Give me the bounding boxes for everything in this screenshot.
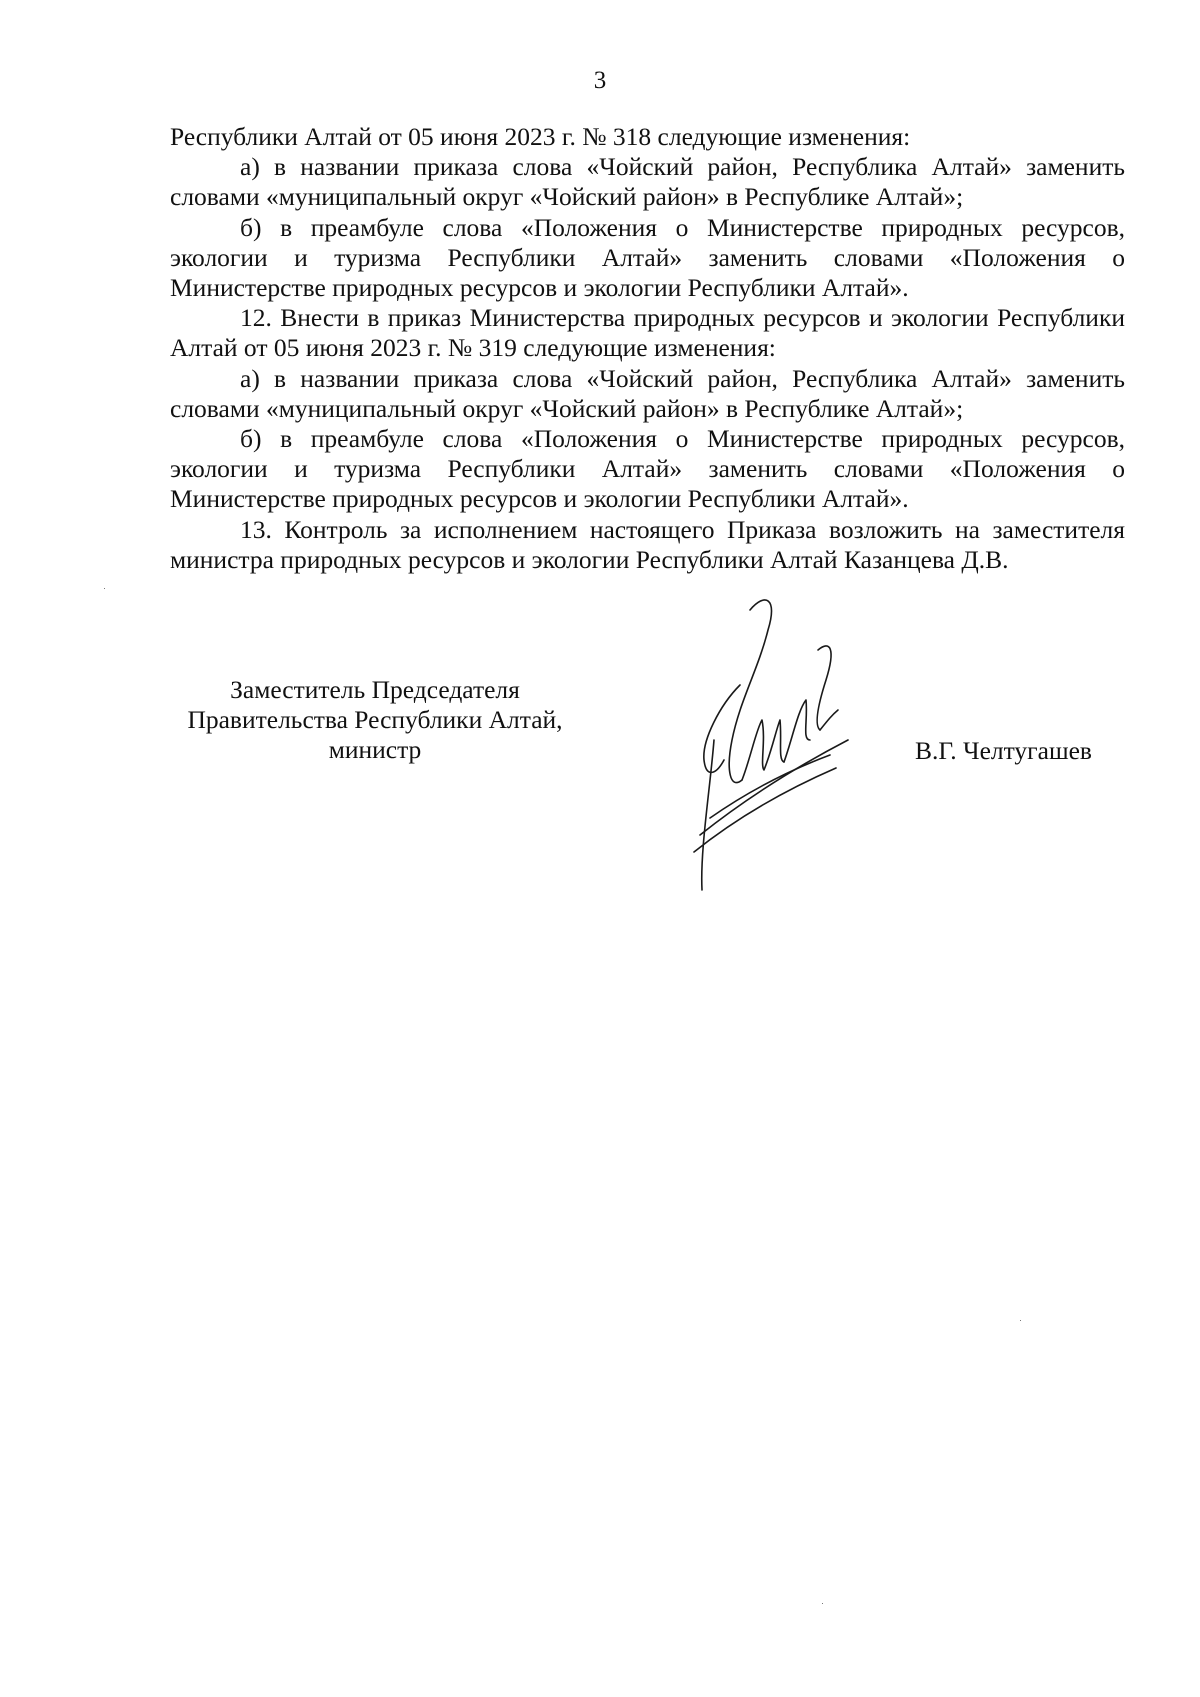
handwritten-signature [680,590,860,900]
signatory-title-line-1: Заместитель Председателя [230,675,520,704]
paragraph-6: б) в преамбуле слова «Положения о Министерстве природных ресурсов, экологии и туризма Республики Алтай» заменить словами «Положения о Министерстве природных ресурсов и экологии Республики Алтай». [170,424,1125,514]
paragraph-2: а) в названии приказа слова «Чойский район, Республика Алтай» заменить словами «муниципальный округ «Чойский район» в Республике Алтай»; [170,152,1125,212]
signatory-title-line-2: Правительства Республики Алтай, [187,705,563,735]
signatory-title-block [165,675,585,766]
paragraph-4: 12. Внести в приказ Министерства природных ресурсов и экологии Республики Алтай от 05 июня 2023 г. № 319 следующие изменения: [170,303,1125,363]
signatory-title-line-3: министр [328,735,422,765]
scan-speck [104,588,105,589]
document-body [170,122,1125,575]
scan-speck [822,1603,823,1604]
page-number: 3 [593,67,607,94]
paragraph-3: б) в преамбуле слова «Положения о Министерстве природных ресурсов, экологии и туризма Республики Алтай» заменить словами «Положения о Министерстве природных ресурсов и экологии Республики Алтай». [170,212,1125,303]
scan-speck [1020,1320,1021,1321]
paragraph-5: а) в названии приказа слова «Чойский район, Республика Алтай» заменить словами «муниципальный округ «Чойский район» в Республике Алтай»; [170,363,1125,423]
paragraph-1: Республики Алтай от 05 июня 2023 г. № 318 следующие изменения: [170,122,911,151]
paragraph-7: 13. Контроль за исполнением настоящего Приказа возложить на заместителя министра природных ресурсов и экологии Республики Алтай Казанцева Д.В. [170,514,1125,574]
signatory-name: В.Г. Челтугашев [915,736,1092,765]
